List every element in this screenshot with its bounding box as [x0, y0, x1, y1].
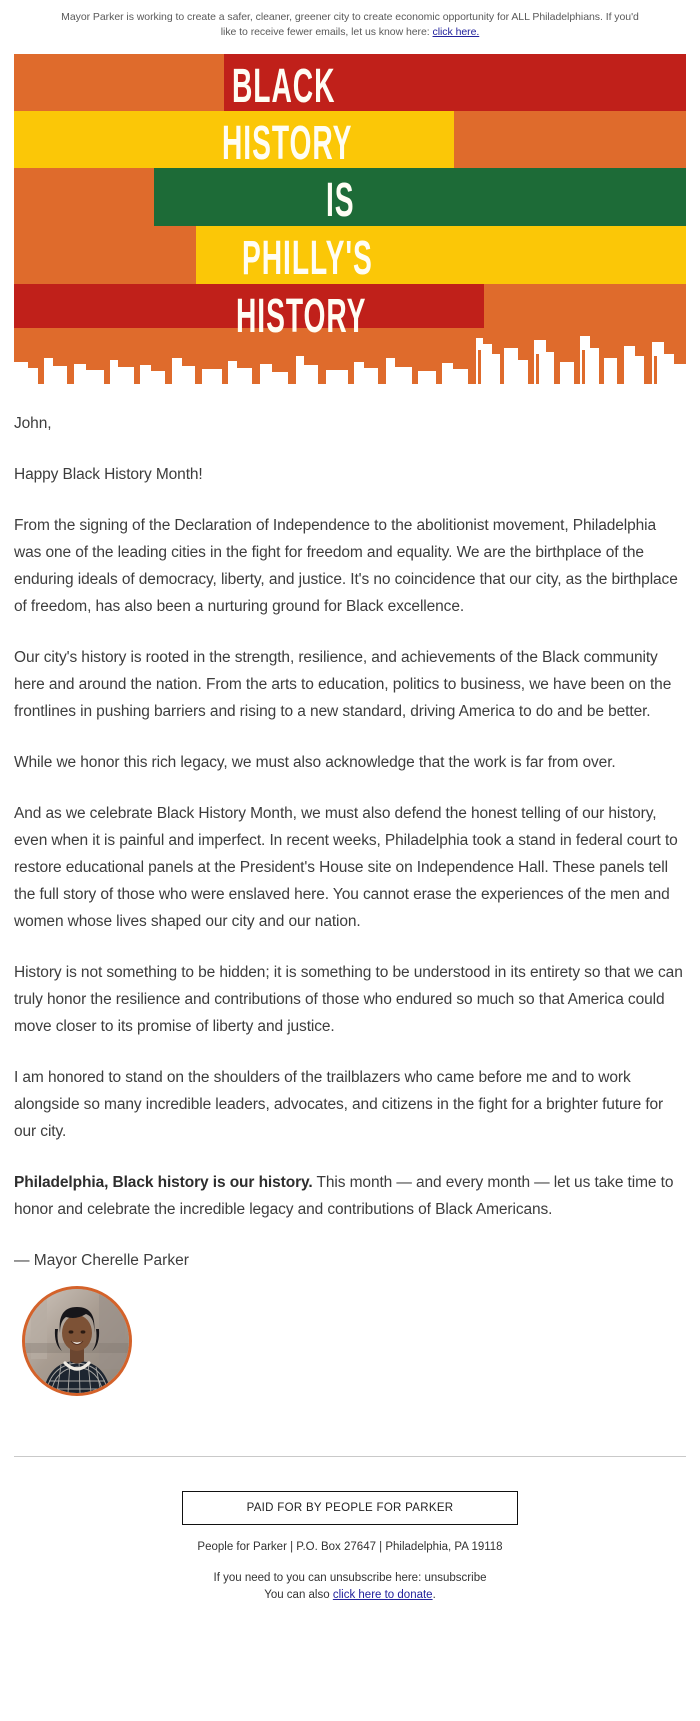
banner-band-orange-2: [454, 111, 686, 168]
letter-closing-rest: This month — and every month — let us take time to honor and celebrate the incredible legacy and contributions of Black Americans.: [14, 1174, 674, 1218]
footer-address: People for Parker | P.O. Box 27647 | Philadelphia, PA 19118: [197, 1541, 503, 1553]
letter-paragraph-7: I am honored to stand on the shoulders of the trailblazers who came before me and to work alongside so many incredible leaders, advocates, and citizens in the fight for a brighter future for our city.: [14, 1069, 664, 1140]
letter-paragraph-1: Happy Black History Month!: [14, 466, 203, 483]
letter-paragraph-4: While we honor this rich legacy, we must also acknowledge that the work is far from over.: [14, 754, 616, 771]
avatar: [22, 1286, 132, 1396]
letter-greeting: John,: [14, 415, 52, 432]
letter-paragraph-6: History is not something to be hidden; it is something to be understood in its entirety so that we can truly honor the resilience and contributions of those who endured so much so that America could move closer to its promise of liberty and justice.: [14, 964, 683, 1035]
banner-line-history1: HISTORY: [222, 117, 353, 171]
portrait-container: [22, 1286, 686, 1396]
black-history-banner: [14, 54, 686, 384]
preheader-click-here-link[interactable]: click here.: [432, 26, 480, 38]
banner-line-history2: HISTORY: [236, 290, 367, 344]
banner-band-yellow-2: [196, 226, 686, 284]
letter-signature: — Mayor Cherelle Parker: [14, 1252, 189, 1269]
letter-paragraph-5: And as we celebrate Black History Month, we must also defend the honest telling of our history, even when it is painful and imperfect. In recent weeks, Philadelphia took a stand in federal court to restore educational panels at the President's House site on Independence Hall. These panels tell the full story of those who were enslaved here. You cannot erase the experiences of the men and women whose lives shaped our city and our nation.: [14, 805, 678, 930]
donate-prefix: You can also: [264, 1589, 333, 1601]
letter-closing-paragraph: [14, 1169, 686, 1223]
banner-band-green: [154, 168, 686, 226]
banner-line-phillys: PHILLY'S: [242, 232, 373, 286]
banner-band-red-1: [224, 54, 686, 111]
letter-paragraph-2: From the signing of the Declaration of Independence to the abolitionist movement, Philadelphia was one of the leading cities in the fight for freedom and equality. We are the birthplace of the enduring ideals of democracy, liberty, and justice. It's no coincidence that our city, as the birthplace of freedom, has also been a nurturing ground for Black excellence.: [14, 517, 678, 615]
donate-link[interactable]: click here to donate: [332, 1589, 433, 1601]
unsubscribe-text[interactable]: If you need to you can unsubscribe here: unsubscribe: [213, 1572, 487, 1584]
letter-body: [0, 384, 700, 1396]
letter-closing-bold: Philadelphia, Black history is our history.: [14, 1174, 313, 1191]
preheader: [0, 0, 700, 46]
paid-for-disclaimer: PAID FOR BY PEOPLE FOR PARKER: [182, 1491, 518, 1525]
email-footer: [0, 1457, 700, 1620]
banner-line-black: BLACK: [232, 60, 336, 114]
letter-paragraph-3: Our city's history is rooted in the strength, resilience, and achievements of the Black community here and around the nation. From the arts to education, politics to business, we have been on the frontlines in pushing barriers and rising to a new standard, driving America to do and be better.: [14, 649, 672, 720]
philadelphia-skyline-icon: [14, 328, 686, 384]
donate-line: [14, 1587, 686, 1604]
donate-suffix: .: [432, 1589, 436, 1601]
banner-line-is: IS: [326, 174, 355, 228]
preheader-text: Mayor Parker is working to create a safer, cleaner, greener city to create economic opportunity for ALL Philadelphians. If you'd like to receive fewer emails, let us know here:: [61, 11, 639, 38]
footer-unsubscribe-line: [14, 1570, 686, 1604]
